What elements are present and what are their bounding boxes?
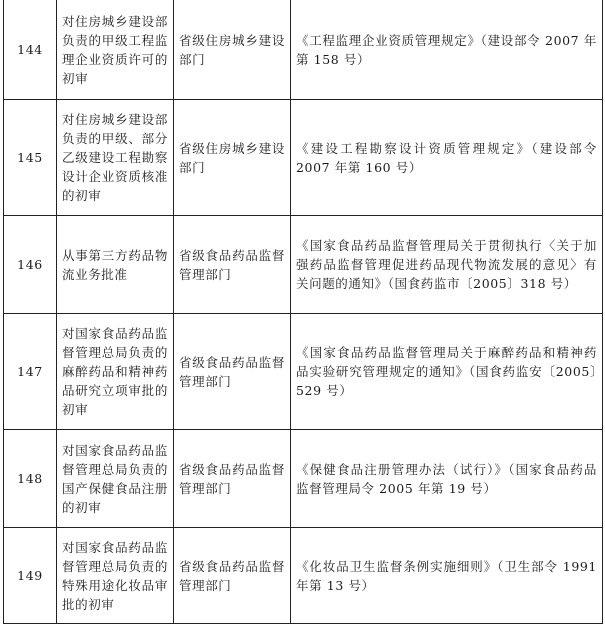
item-name: 对住房城乡建设部负责的甲级、部分乙级建设工程勘察设计企业资质核准的初审 xyxy=(57,100,174,216)
item-name: 从事第三方药品物流业务批准 xyxy=(57,216,174,314)
legal-basis: 《国家食品药品监督管理局关于贯彻执行〈关于加强药品监督管理促进药品现代物流发展的意见〉有关问题的通知》（国食药监市〔2005〕318 号） xyxy=(291,216,603,314)
implementing-department: 省级食品药品监督管理部门 xyxy=(174,314,291,430)
table-row xyxy=(4,314,603,430)
item-name: 对国家食品药品监督管理总局负责的特殊用途化妆品审批的初审 xyxy=(57,528,174,624)
legal-basis: 《保健食品注册管理办法（试行）》（国家食品药品监督管理局令 2005 年第 19 号） xyxy=(291,430,603,528)
row-number: 145 xyxy=(4,100,57,216)
legal-basis: 《化妆品卫生监督条例实施细则》（卫生部令 1991 年第 13 号） xyxy=(291,528,603,624)
item-name: 对住房城乡建设部负责的甲级工程监理企业资质许可的初审 xyxy=(57,0,174,100)
table-row xyxy=(4,528,603,624)
table-row xyxy=(4,0,603,100)
item-name: 对国家食品药品监督管理总局负责的国产保健食品注册的初审 xyxy=(57,430,174,528)
implementing-department: 省级住房城乡建设部门 xyxy=(174,0,291,100)
row-number: 149 xyxy=(4,528,57,624)
item-name: 对国家食品药品监督管理总局负责的麻醉药品和精神药品研究立项审批的初审 xyxy=(57,314,174,430)
legal-basis: 《国家食品药品监督管理局关于麻醉药品和精神药品实验研究管理规定的通知》（国食药监安〔2005〕529 号） xyxy=(291,314,603,430)
implementing-department: 省级食品药品监督管理部门 xyxy=(174,216,291,314)
legal-basis: 《建设工程勘察设计资质管理规定》（建设部令 2007 年第 160 号） xyxy=(291,100,603,216)
table-row xyxy=(4,100,603,216)
row-number: 148 xyxy=(4,430,57,528)
implementing-department: 省级住房城乡建设部门 xyxy=(174,100,291,216)
row-number: 147 xyxy=(4,314,57,430)
table-row xyxy=(4,430,603,528)
table-row xyxy=(4,216,603,314)
implementing-department: 省级食品药品监督管理部门 xyxy=(174,430,291,528)
row-number: 146 xyxy=(4,216,57,314)
row-number: 144 xyxy=(4,0,57,100)
legal-basis: 《工程监理企业资质管理规定》（建设部令 2007 年第 158 号） xyxy=(291,0,603,100)
implementing-department: 省级食品药品监督管理部门 xyxy=(174,528,291,624)
approval-items-table xyxy=(3,0,603,624)
